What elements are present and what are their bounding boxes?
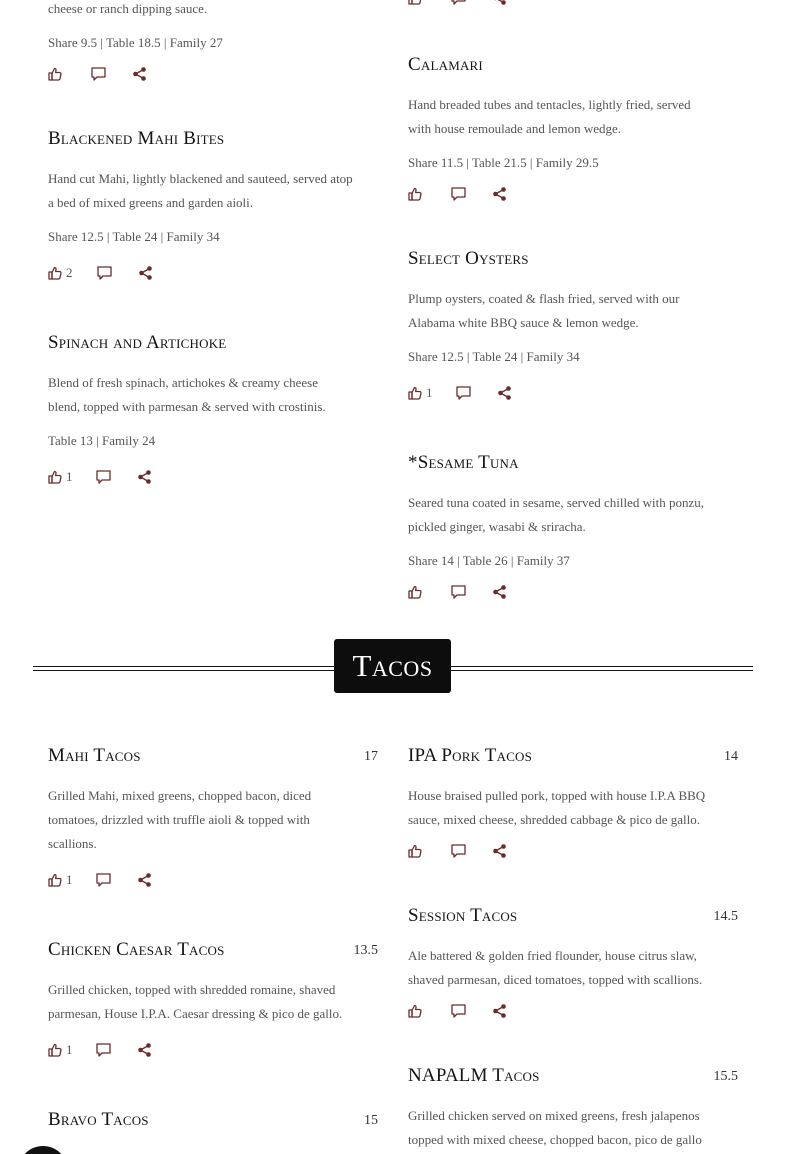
item-actions: [408, 1003, 548, 1019]
like-count: 2: [66, 265, 73, 280]
menu-item: [408, 451, 738, 611]
item-actions: [48, 265, 188, 281]
comment-button[interactable]: [97, 265, 112, 281]
comment-icon: [451, 844, 466, 858]
comment-button[interactable]: [96, 872, 111, 888]
desc-line: topped with mixed cheese, chopped bacon, pico de gallo: [408, 1132, 702, 1147]
desc-line: Grilled chicken, topped with shredded romaine, shaved: [48, 982, 336, 997]
menu-item: [408, 744, 738, 869]
item-price: 17: [364, 749, 378, 764]
thumbs-up-icon: [408, 386, 422, 400]
item-name: Select Oysters: [408, 248, 529, 269]
desc-line: Plump oysters, coated & flash fried, served with our: [408, 291, 680, 306]
menu-item: [48, 938, 378, 1068]
item-sizes: Table 13 | Family 24: [48, 433, 156, 448]
desc-line: Grilled chicken served on mixed greens, fresh jalapenos: [408, 1108, 700, 1123]
comment-icon: [451, 1004, 466, 1018]
item-description: [48, 371, 380, 419]
item-actions: [48, 66, 188, 82]
item-sizes: Share 9.5 | Table 18.5 | Family 27: [48, 35, 223, 50]
like-count: 1: [66, 469, 73, 484]
item-name: Mahi Tacos: [48, 745, 141, 766]
desc-line: Grilled Mahi, mixed greens, chopped bacon, diced: [48, 788, 312, 803]
item-sizes: Share 12.5 | Table 24 | Family 34: [408, 349, 580, 364]
comment-button[interactable]: [451, 843, 466, 859]
desc-line: pickled ginger, wasabi & sriracha.: [408, 519, 586, 534]
item-name: Chicken Caesar Tacos: [48, 939, 225, 960]
item-description: [408, 491, 740, 539]
comment-button[interactable]: [96, 1042, 111, 1058]
desc-line: shaved parmesan, diced tomatoes, topped with scallions.: [408, 972, 703, 987]
item-description: [48, 978, 380, 1026]
comment-button[interactable]: [451, 584, 466, 600]
like-count: 1: [66, 872, 73, 887]
thumbs-up-icon: [408, 585, 422, 599]
desc-line: blend, topped with parmesan & served with crostinis.: [48, 399, 326, 414]
item-name: Calamari: [408, 54, 483, 75]
share-icon: [493, 585, 506, 599]
menu-item: [408, 904, 738, 1029]
like-button[interactable]: [48, 66, 62, 82]
thumbs-up-icon: [48, 266, 62, 280]
item-price: 15.5: [713, 1069, 738, 1084]
item-actions: [408, 385, 548, 401]
thumbs-up-icon: [48, 1043, 62, 1057]
share-button[interactable]: [138, 1042, 151, 1058]
desc-line: scallions.: [48, 836, 97, 851]
item-description: [408, 287, 740, 335]
share-icon: [493, 0, 506, 5]
item-sizes: Share 12.5 | Table 24 | Family 34: [48, 229, 220, 244]
item-sizes: Share 11.5 | Table 21.5 | Family 29.5: [408, 155, 599, 170]
like-button[interactable]: [408, 843, 422, 859]
item-description: cheese or ranch dipping sauce.: [48, 1, 208, 16]
item-actions: [408, 0, 548, 6]
menu-item: [408, 1064, 738, 1154]
like-button[interactable]: [48, 1042, 73, 1058]
menu-item-partial: [48, 0, 378, 82]
comment-icon: [91, 67, 106, 81]
share-button[interactable]: [493, 584, 506, 600]
thumbs-up-icon: [48, 873, 62, 887]
share-icon: [138, 873, 151, 887]
comment-button[interactable]: [451, 186, 466, 202]
item-name: Bravo Tacos: [48, 1109, 149, 1130]
share-icon: [493, 1004, 506, 1018]
item-name: IPA Pork Tacos: [408, 745, 533, 766]
share-button[interactable]: [493, 1003, 506, 1019]
thumbs-up-icon: [48, 67, 62, 81]
menu-item: [408, 53, 738, 213]
thumbs-up-icon: [408, 844, 422, 858]
desc-line: House braised pulled pork, topped with house I.P.A BBQ: [408, 788, 706, 803]
comment-button[interactable]: [456, 385, 471, 401]
share-button[interactable]: [493, 186, 506, 202]
share-button[interactable]: [498, 385, 511, 401]
item-actions: [408, 584, 548, 600]
share-icon: [498, 386, 511, 400]
item-description: [48, 167, 380, 215]
item-price: 15: [364, 1113, 378, 1128]
item-description: [408, 944, 740, 992]
item-price: 13.5: [353, 943, 378, 958]
share-button[interactable]: [138, 469, 151, 485]
desc-line: Alabama white BBQ sauce & lemon wedge.: [408, 315, 639, 330]
comment-button[interactable]: [96, 469, 111, 485]
like-count: 1: [66, 1042, 73, 1057]
share-icon: [493, 187, 506, 201]
item-actions: [48, 469, 188, 485]
item-price: 14.5: [713, 909, 738, 924]
share-button[interactable]: [139, 265, 152, 281]
section-title: Tacos: [334, 639, 451, 693]
desc-line: parmesan, House I.P.A. Caesar dressing & pico de gallo.: [48, 1006, 343, 1021]
desc-line: Seared tuna coated in sesame, served chilled with ponzu,: [408, 495, 705, 510]
share-button[interactable]: [493, 843, 506, 859]
like-button[interactable]: [408, 0, 422, 6]
like-button[interactable]: [48, 872, 73, 888]
item-name: *Sesame Tuna: [408, 452, 519, 473]
desc-line: tomatoes, drizzled with truffle aioli & topped with: [48, 812, 310, 827]
like-button[interactable]: [48, 469, 73, 485]
item-description: [408, 93, 740, 141]
share-button[interactable]: [133, 66, 146, 82]
desc-line: Ale battered & golden fried flounder, house citrus slaw,: [408, 948, 697, 963]
share-icon: [138, 470, 151, 484]
share-icon: [133, 67, 146, 81]
thumbs-up-icon: [408, 0, 422, 5]
desc-line: sauce, mixed cheese, shredded cabbage & pico de gallo.: [408, 812, 701, 827]
item-name: Spinach and Artichoke: [48, 332, 227, 353]
thumbs-up-icon: [48, 470, 62, 484]
menu-item: [48, 744, 378, 894]
item-actions: [408, 186, 548, 202]
desc-line: Blend of fresh spinach, artichokes & creamy cheese: [48, 375, 319, 390]
share-icon: [138, 1043, 151, 1057]
comment-icon: [96, 470, 111, 484]
item-description: [408, 784, 740, 832]
menu-item: [48, 127, 378, 287]
like-button[interactable]: [408, 1003, 422, 1019]
item-name: NAPALM Tacos: [408, 1065, 540, 1086]
like-button[interactable]: [408, 186, 422, 202]
item-description: [48, 784, 380, 856]
share-button[interactable]: [138, 872, 151, 888]
comment-icon: [96, 1043, 111, 1057]
like-count: 1: [426, 385, 433, 400]
comment-button[interactable]: [451, 0, 466, 6]
item-actions: [48, 1042, 188, 1058]
item-actions: [48, 872, 188, 888]
comment-icon: [456, 386, 471, 400]
share-icon: [139, 266, 152, 280]
comment-icon: [451, 187, 466, 201]
comment-icon: [96, 873, 111, 887]
desc-line: Hand cut Mahi, lightly blackened and sauteed, served atop: [48, 171, 353, 186]
comment-icon: [451, 585, 466, 599]
item-actions: [408, 843, 548, 859]
desc-line: with house remoulade and lemon wedge.: [408, 121, 621, 136]
menu-item: [48, 331, 378, 491]
thumbs-up-icon: [408, 187, 422, 201]
menu-item: [408, 247, 738, 407]
like-button[interactable]: [408, 584, 422, 600]
share-icon: [493, 844, 506, 858]
menu-item: [48, 1108, 378, 1154]
thumbs-up-icon: [408, 1004, 422, 1018]
share-button[interactable]: [493, 0, 506, 6]
item-price: 14: [724, 749, 738, 764]
item-name: Blackened Mahi Bites: [48, 128, 225, 149]
like-button[interactable]: [408, 385, 433, 401]
item-description: [408, 1104, 740, 1152]
comment-icon: [97, 266, 112, 280]
comment-button[interactable]: [451, 1003, 466, 1019]
comment-button[interactable]: [91, 66, 106, 82]
like-button[interactable]: [48, 265, 73, 281]
desc-line: Hand breaded tubes and tentacles, lightly fried, served: [408, 97, 691, 112]
comment-icon: [451, 0, 466, 5]
desc-line: a bed of mixed greens and garden aioli.: [48, 195, 254, 210]
item-name: Session Tacos: [408, 905, 518, 926]
item-sizes: Share 14 | Table 26 | Family 37: [408, 553, 570, 568]
